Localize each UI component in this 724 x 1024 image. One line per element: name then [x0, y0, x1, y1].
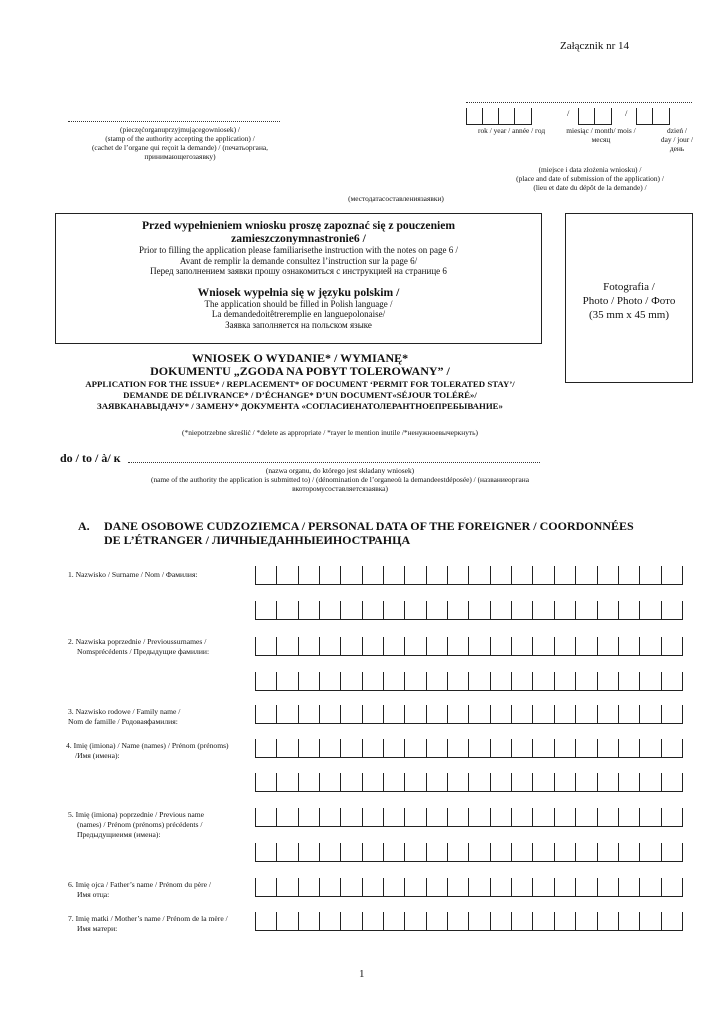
surname-cells[interactable] [255, 566, 683, 585]
form-title: WNIOSEK O WYDANIE* / WYMIANĘ* DOKUMENTU „ZGODA NA POBYT TOLEROWANY” / APPLICATION FOR THE ISSUE* / REPLACEMENT* OF DOCUMENT ‘PERMIT FOR TOLERATED STAY’/ DEMANDE DE DÉLIVRANCE* / D’ÉCHANGE* D’UN DOCUMENT«SÉJOUR TOLÉRÉ»/ ЗАЯВКАНАВЫДАЧУ* / ЗАМЕНУ* ДОКУМЕНТА «СОГЛАСИЕНАТОЛЕРАНТНОЕПРЕБЫВАНИЕ» [85, 351, 515, 411]
deletion-note: (*niepotrzebne skreślić / *delete as appropriate / *rayer le mention inutile /*ненужноевычеркнуть) [182, 428, 478, 437]
father-name-cells[interactable] [255, 878, 683, 897]
place-date-caption: (miejsce i data złożenia wniosku) / (place and date of submission of the application) / (lieu et date du dépôt de la demande) / [516, 165, 664, 192]
instructions-en: Prior to filling the application please familiarisethe instruction with the notes on page 6 / [139, 245, 458, 255]
previous-names-cells[interactable] [255, 808, 683, 827]
date-cells[interactable] [466, 108, 694, 126]
date-slash-1: / [567, 108, 570, 118]
stamp-caption: (pieczęćorganuprzyjmującegowniosek) / (stamp of the authority accepting the application) / (cachet de l’organe qui reçoit la demande) / (печатьоргана, принимающегозаявку) [91, 125, 269, 161]
previous-surnames-cells-2[interactable] [255, 672, 683, 691]
field-7-label: 7. Imię matki / Mother’s name / Prénom de la mère / Имя матери: [68, 914, 228, 933]
addressee-label: do / to / à/ к [60, 451, 121, 465]
mother-name-cells[interactable] [255, 912, 683, 931]
field-4-label: 4. Imię (imiona) / Name (names) / Prénom (prénoms) /Имя (имена): [66, 741, 229, 760]
language-title: Wniosek wypełnia się w języku polskim / [197, 285, 400, 299]
month-label: miesiąc / month/ mois / месяц [566, 126, 636, 144]
instructions-box [55, 213, 542, 344]
surname-cells-2[interactable] [255, 601, 683, 620]
day-label: dzień / day / jour / день [660, 126, 694, 153]
photo-label-2: Photo / Photo / Фото [582, 295, 676, 307]
language-ru: Заявка заполняется на польском языке [225, 319, 372, 330]
family-name-cells[interactable] [255, 705, 683, 724]
section-a-letter: A. [78, 519, 90, 533]
section-a-heading: DANE OSOBOWE CUDZOZIEMCA / PERSONAL DATA OF THE FOREIGNER / COORDONNÉES DE L’ÉTRANGER / ЛИЧНЫЕДАННЫЕИНОСТРАНЦА [104, 519, 634, 547]
field-3-label: 3. Nazwisko rodowe / Family name / Nom de famille / Родоваяфамилия: [68, 707, 181, 726]
photo-size: (35 mm x 45 mm) [588, 309, 670, 321]
name-cells-2[interactable] [255, 773, 683, 792]
year-label: rok / year / année / год [478, 126, 546, 135]
stamp-line[interactable] [68, 115, 280, 122]
addressee-hint: (nazwa organu, do którego jest składany wniosek) (name of the authority the application is submitted to) / (dénomination de l’organeoù la demandeestdéposée) / (названиеоргана вкоторомусоставляетсязаявка) [150, 466, 529, 493]
language-fr: La demandedoitêtrerempliе en languepolonaise/ [211, 309, 386, 319]
instructions-ru: Перед заполнением заявки прошу ознакомиться с инструкцией на странице 6 [150, 266, 447, 276]
photo-box[interactable] [565, 213, 693, 383]
place-date-line[interactable] [466, 96, 692, 103]
name-cells[interactable] [255, 739, 683, 758]
previous-surnames-cells[interactable] [255, 637, 683, 656]
field-6-label: 6. Imię ojca / Father’s name / Prénom du père / Имя отца: [68, 880, 212, 899]
language-en: The application should be filled in Polish language / [204, 298, 393, 309]
field-1-label: 1. Nazwisko / Surname / Nom / Фамилия: [68, 570, 198, 579]
date-slash-2: / [625, 108, 628, 118]
place-date-caption-ru: (местодатасоставлениязаявки) [348, 194, 444, 203]
instructions-title-2: zamieszczonymnastronie6 / [231, 232, 366, 245]
page-number: 1 [359, 968, 365, 980]
previous-names-cells-2[interactable] [255, 843, 683, 862]
photo-label: Fotografia / [603, 281, 655, 293]
instructions-fr: Avant de remplir la demande consultez l’instruction sur la page 6/ [179, 255, 418, 266]
annex-label: Załącznik nr 14 [560, 40, 630, 52]
instructions-title: Przed wypełnieniem wniosku proszę zapoznać się z pouczeniem [141, 219, 456, 232]
field-5-label: 5. Imię (imiona) poprzednie / Previous name (names) / Prénom (prénoms) précédents / Предыдущиеимя (имена): [68, 810, 205, 839]
field-2-label: 2. Nazwiska poprzednie / Previoussurnames / Nomsprécédents / Предыдущие фамилии: [68, 637, 210, 656]
addressee-field[interactable] [128, 456, 540, 463]
